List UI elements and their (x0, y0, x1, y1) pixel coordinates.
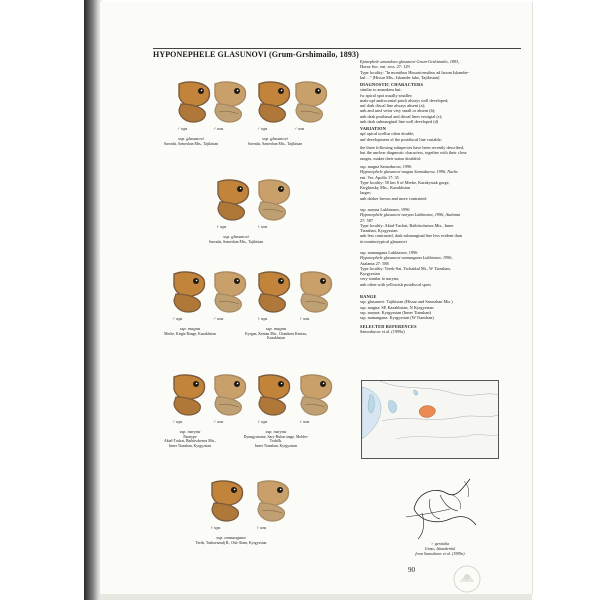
specimen-view-label: ♀ ups (257, 419, 268, 424)
subspecies-name: ssp. glasunovi (178, 136, 204, 141)
ref-line: Samodurow et al. (1999a) (360, 329, 405, 335)
genitalia-graphic (400, 469, 480, 541)
butterfly-specimen-image (292, 78, 330, 124)
naman-line: Hyponephele glasunovi namangana Lukhtanov, 1996, (360, 255, 453, 261)
magna-line: Type locality: 50 km S of Merke, Karakystak gorge, (360, 179, 450, 185)
naman-line: Kyrgyzstan (360, 271, 380, 277)
range-section (360, 294, 530, 320)
var-desc-line: ranges, makes their status doubtful: (360, 155, 421, 161)
page-number: 90 (408, 566, 415, 574)
ssp-naryna-text (360, 207, 530, 244)
specimen-locality: Inner Tianshan, Kyrgyzstan (254, 443, 297, 448)
magna-line: ent. Ver. Apollo 17: 35 (360, 174, 399, 180)
specimen-caption (155, 137, 227, 146)
variation-section (360, 126, 530, 142)
orig-line: Type locality: "In montibus Hissaricensibus ad lacum Iskander- (360, 69, 470, 75)
naryna-line: Tianshan, Kyrgyzstan (360, 228, 398, 234)
specimen-view-label: ♂ uns (294, 126, 305, 131)
specimen-view-label: ♀ ups (210, 525, 221, 530)
butterfly-specimen-image (211, 371, 249, 417)
butterfly-specimen-image (214, 176, 252, 222)
specimen-locality: Sarvada, Samvshan Mts., Tajikistan (163, 141, 219, 146)
page-bottom-edge (100, 594, 532, 600)
specimen-view-label: ♀ ups (216, 224, 227, 229)
subspecies-name: ssp. magna (265, 326, 287, 331)
specimen-locality: Sarvada, Samvshan Mts., Tajikistan (247, 141, 303, 146)
specimen-locality: Sarvada, Samvshan Mts., Tajikistan (208, 239, 264, 244)
specimen-locality: Merke, Kirgiz Range, Kazakhstan (164, 331, 216, 336)
specimen-view-label: ♀ ups (257, 316, 268, 321)
naryna-line: in nominotypical glasunovi (360, 238, 408, 244)
specimen-view-label: ♂ uns (213, 126, 224, 131)
specimen-caption (240, 430, 312, 448)
species-title: HYPONEPHELE GLASUNOVI (Grum-Grshimailo, 1893) (153, 50, 359, 59)
subspecies-name: ssp. naryna (179, 429, 201, 434)
diag-line: fw apical spot usually smaller; (360, 92, 413, 98)
ssp-namangana-text (360, 250, 530, 287)
range-line: ssp. glasunovi: Tajikistan (Hissar and Samsshan Mts.) (360, 299, 453, 305)
specimen-caption (240, 327, 312, 341)
specimen-locality: Terek, Tashavazudj R., Osh-Alam, Kyrgyzstan (195, 540, 267, 545)
magna-line: unh darker brown and more contrasted (360, 195, 427, 201)
naman-line: Type locality: Terek-Sai, Tschatkal Mt., W Tianshan, (360, 265, 451, 271)
subspecies-name: ssp. namangana (216, 535, 246, 540)
butterfly-specimen-image (255, 176, 293, 222)
watermark-stamp (452, 564, 482, 594)
specimen-locality: Aktal-Tuchat, Baibitschenos Mts., (163, 439, 217, 443)
specimen-locality: Kazakhstan (267, 336, 285, 340)
variation-description (360, 145, 530, 161)
subspecies-name: ssp. magna (179, 326, 201, 331)
var-desc-line: the three following subspecies have been recently described, (360, 145, 465, 150)
diag-line: unh dark submarginal line well developed (d) (360, 119, 439, 125)
distribution-map (361, 380, 499, 459)
scan-background (533, 0, 600, 600)
specimen-view-label: ♀ uns (299, 419, 310, 424)
naman-line: Atalanta 27: 588 (360, 260, 389, 266)
specimen-view-label: ♂ ups (177, 126, 188, 131)
genitalia-locality: Ginzo, Iskanderkul (424, 545, 456, 551)
naman-line: ssp. namangana Lukhtanov, 1996 (360, 250, 418, 255)
diagnostic-heading: DIAGNOSTIC CHARACTERS (360, 82, 424, 87)
diag-line: unf dark discal line always absent (a); (360, 103, 426, 109)
butterfly-specimen-image (211, 78, 249, 124)
naryna-line: Type locality: Aktal-Tuchat, Baibitschenos Mts., Inner (360, 222, 454, 228)
specimen-locality: Paratype (183, 434, 197, 439)
genitalia-drawing (400, 469, 480, 541)
specimen-locality: Kyrgan, Kentau Mts., Chimkent Kentau, (245, 331, 307, 336)
butterfly-specimen-image (255, 371, 293, 417)
naryna-line: Hyponephele glasunovi naryna Lukhtanov, 1996, Atalanta (360, 212, 461, 218)
subspecies-name: ssp. glasunovi (223, 234, 249, 239)
range-line: ssp. namangana: Kyrgyzstan (W Tianshan) (360, 315, 434, 321)
genitalia-source: from Samodurov et al. (1999a) (415, 550, 465, 556)
specimen-view-label: ♂ uns (213, 419, 224, 424)
diag-line: unh dark postbasal and discal lines vestigial (c); (360, 113, 443, 119)
specimen-view-label: ♀ uns (257, 224, 268, 229)
diag-line: male upf androconial patch always well developed; (360, 97, 449, 103)
butterfly-specimen-image (208, 477, 246, 523)
var-line: upf apical ocellus often double; (360, 131, 415, 137)
specimen-view-label: ♂ ups (172, 419, 183, 424)
map-graphic (362, 381, 498, 458)
butterfly-specimen-image (170, 268, 208, 314)
specimen-caption (154, 327, 226, 336)
butterfly-specimen-image (255, 78, 293, 124)
book-spine (0, 0, 84, 600)
specimen-caption (239, 137, 311, 146)
title-rule (153, 48, 521, 49)
specimen-locality: Dyungyurome, Sary-Bulan range, Molder-Tochilk, (243, 434, 309, 443)
var-line: unf development of the postdiscal line variable; (360, 136, 442, 142)
butterfly-specimen-image (297, 371, 335, 417)
ssp-magna-text (360, 164, 530, 201)
subspecies-name: ssp. naryna (265, 429, 287, 434)
range-heading: RANGE (360, 294, 377, 299)
specimen-view-label: ♂ uns (213, 316, 224, 321)
naryna-line: unh less contrasted, dark submarginal line less evident than (360, 233, 462, 239)
naryna-line: 27: 587 (360, 217, 374, 223)
references-section (360, 324, 530, 335)
specimen-view-label: ♂ ups (172, 316, 183, 321)
orig-line: Horae Soc. ent. ross. 27: 129 (360, 64, 410, 70)
magna-line: Kirghizsky Mts., Kazakhstan (360, 185, 411, 191)
butterfly-specimen-image (175, 78, 213, 124)
subspecies-name: ssp. glasunovi (262, 136, 288, 141)
var-desc-line: but the unclear diagnostic characters, together with their close (360, 150, 467, 156)
range-line: ssp. magna: SE Kazakhstan, N Kyrgyzstan (360, 304, 434, 310)
specimen-view-label: ♂ ups (257, 126, 268, 131)
original-description (360, 59, 530, 80)
orig-line: Epinephele amardaea glasunovi Grum-Grshimailo, 1893, (360, 59, 460, 64)
specimen-locality: Inner Tianshan, Kyrgyzstan (168, 443, 211, 448)
naman-line: very similar to naryna; (360, 276, 400, 282)
specimen-caption (200, 235, 272, 244)
genitalia-caption (400, 542, 480, 556)
specimen-caption (154, 430, 226, 448)
specimen-view-label: ♀ uns (299, 316, 310, 321)
diag-line: similar to amardaea but: (360, 87, 402, 93)
naryna-line: ssp. naryna Lukhtanov, 1996 (360, 207, 410, 212)
butterfly-specimen-image (170, 371, 208, 417)
diagnostic-section (360, 82, 530, 124)
butterfly-specimen-image (255, 268, 293, 314)
magna-line: ssp. magna Samodurow, 1996 (360, 164, 412, 169)
references-heading: SELECTED REFERENCES (360, 324, 417, 329)
genitalia-label: ♂ genitalia (430, 541, 450, 546)
magna-line: larger; (360, 190, 372, 196)
butterfly-specimen-image (211, 268, 249, 314)
naman-line: unh often with yellowish postdiscal spots (360, 281, 432, 287)
range-line: ssp. naryna: Kyrgyzstan (Inner Tianshan) (360, 309, 431, 315)
variation-heading: VARIATION (360, 126, 386, 131)
butterfly-specimen-image (254, 477, 292, 523)
specimen-caption (195, 536, 267, 545)
diag-line: unh and unsf veins very small or absent (b); (360, 108, 436, 114)
specimen-view-label: ♀ uns (256, 525, 267, 530)
orig-line: kul ..." [Hissar Mts., Iskander lake, Tajikistan] (360, 74, 440, 80)
magna-line: Hyponephele glasunovi magna Samodurow, 1996, Nachr. (360, 169, 459, 175)
butterfly-specimen-image (297, 268, 335, 314)
